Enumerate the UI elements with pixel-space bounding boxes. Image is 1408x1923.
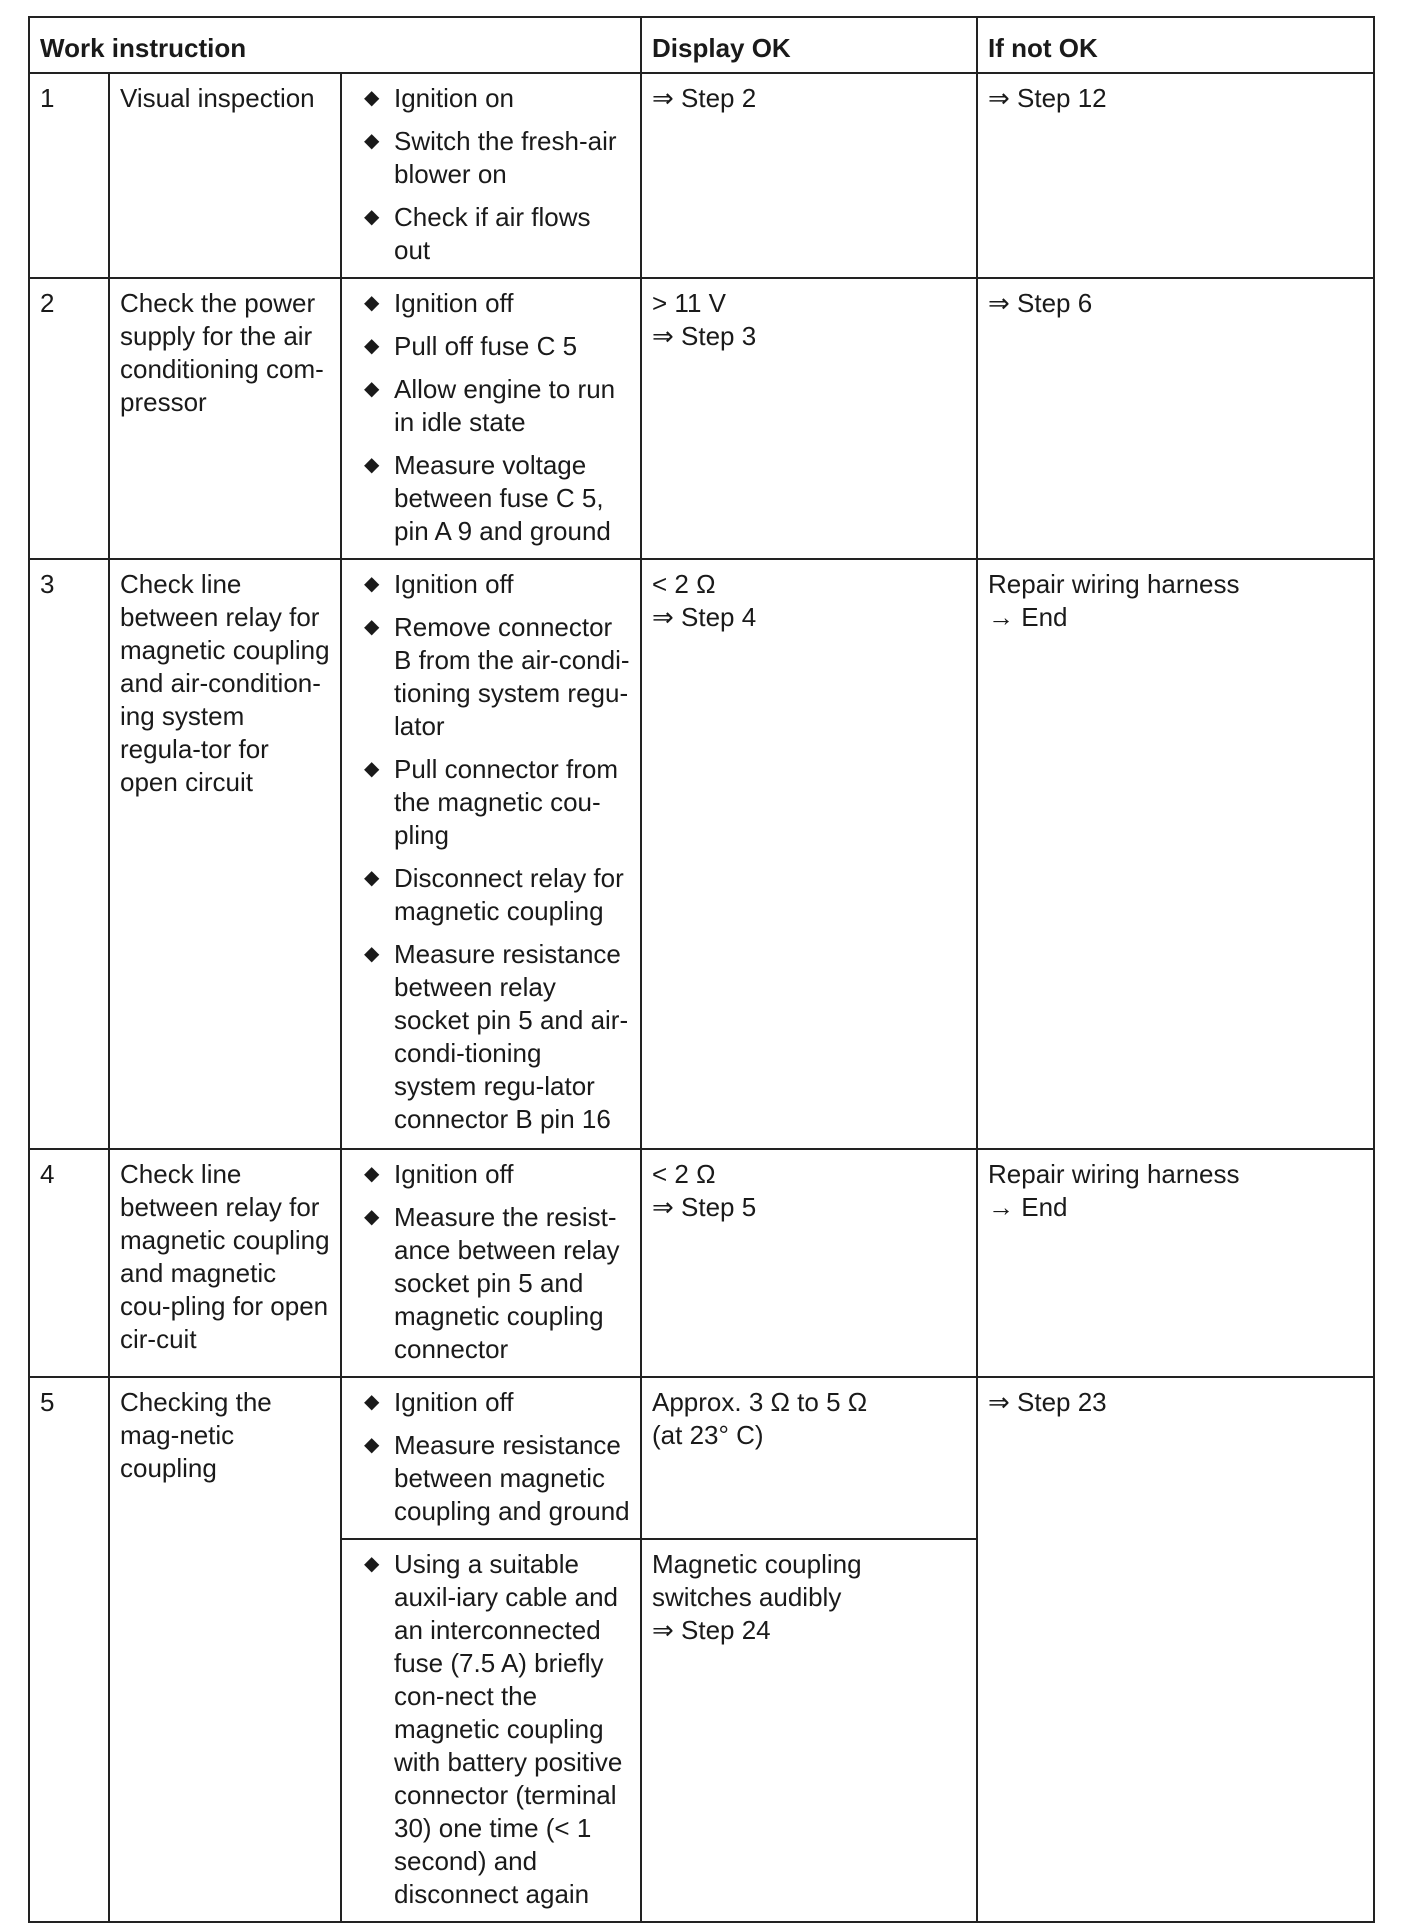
bullet-diamond-icon: ◆ <box>364 1391 380 1413</box>
if-not-ok-text: Repair wiring harness <box>988 569 1240 599</box>
step-actions <box>341 1377 641 1539</box>
action-item: ◆ Ignition off <box>364 1159 514 1189</box>
step-actions <box>341 73 641 278</box>
step-title: Check line between relay for magnetic coupling and air-condition-ing system regula-tor for open circuit <box>109 559 341 1149</box>
step-number: 2 <box>29 278 109 559</box>
action-item: ◆ Ignition on <box>364 83 514 113</box>
display-ok-text: < 2 Ω <box>652 1159 716 1189</box>
action-item: ◆ Remove connector B from the air-condi-tioning system regu-lator <box>364 612 630 741</box>
display-ok-text: < 2 Ω <box>652 569 716 599</box>
display-ok-cell <box>641 1149 977 1377</box>
step-title: Visual inspection <box>109 73 341 278</box>
if-not-ok-cell <box>977 73 1374 278</box>
step-number: 5 <box>29 1377 109 1922</box>
action-item: ◆ Measure resistance between magnetic coupling and ground <box>364 1430 630 1526</box>
header-row <box>29 17 1374 73</box>
step-actions <box>341 1539 641 1922</box>
bullet-diamond-icon: ◆ <box>364 616 380 638</box>
table-row <box>29 278 1374 559</box>
action-item: ◆ Ignition off <box>364 1387 514 1417</box>
document-page <box>28 16 1373 1923</box>
header-display-ok: Display OK <box>641 17 977 73</box>
bullet-diamond-icon: ◆ <box>364 1206 380 1228</box>
bullet-diamond-icon: ◆ <box>364 87 380 109</box>
step-number: 1 <box>29 73 109 278</box>
display-ok-cell <box>641 278 977 559</box>
bullet-diamond-icon: ◆ <box>364 206 380 228</box>
display-ok-cell <box>641 73 977 278</box>
if-not-ok-text: ⇒ Step 12 <box>988 83 1107 113</box>
step-number: 4 <box>29 1149 109 1377</box>
display-ok-text: Approx. 3 Ω to 5 Ω <box>652 1387 868 1417</box>
bullet-diamond-icon: ◆ <box>364 1553 380 1575</box>
step-title: Check the power supply for the air conditioning com-pressor <box>109 278 341 559</box>
work-instruction-table <box>28 16 1375 1923</box>
action-item: ◆ Measure the resist-ance between relay socket pin 5 and magnetic coupling connector <box>364 1202 620 1364</box>
display-ok-text: ⇒ Step 24 <box>652 1615 771 1645</box>
bullet-diamond-icon: ◆ <box>364 130 380 152</box>
table-row <box>29 1377 1374 1539</box>
action-item: ◆ Disconnect relay for magnetic coupling <box>364 863 624 926</box>
bullet-diamond-icon: ◆ <box>364 378 380 400</box>
action-item: ◆ Measure voltage between fuse C 5, pin A 9 and ground <box>364 450 611 546</box>
display-ok-text: ⇒ Step 3 <box>652 321 757 351</box>
table-row <box>29 1149 1374 1377</box>
bullet-diamond-icon: ◆ <box>364 943 380 965</box>
display-ok-text: ⇒ Step 5 <box>652 1192 757 1222</box>
display-ok-cell <box>641 1539 977 1922</box>
if-not-ok-text: Repair wiring harness <box>988 1159 1240 1189</box>
action-item: ◆ Check if air flows out <box>364 202 591 265</box>
bullet-diamond-icon: ◆ <box>364 1434 380 1456</box>
header-work-instruction: Work instruction <box>29 17 641 73</box>
if-not-ok-cell <box>977 559 1374 1149</box>
table-row <box>29 559 1374 1149</box>
step-title: Checking the mag-netic coupling <box>109 1377 341 1922</box>
display-ok-text: (at 23° C) <box>652 1420 764 1450</box>
bullet-diamond-icon: ◆ <box>364 454 380 476</box>
if-not-ok-text: → End <box>988 602 1068 632</box>
if-not-ok-text: ⇒ Step 23 <box>988 1387 1107 1417</box>
step-title: Check line between relay for magnetic coupling and magnetic cou-pling for open cir-cuit <box>109 1149 341 1377</box>
display-ok-text: > 11 V <box>652 288 726 318</box>
bullet-diamond-icon: ◆ <box>364 867 380 889</box>
if-not-ok-cell <box>977 278 1374 559</box>
action-item: ◆ Using a suitable auxil-iary cable and an interconnected fuse (7.5 A) briefly con-nect the magnetic coupling with battery positive connector (terminal 30) one time (< 1 second) and disconnect again <box>364 1549 623 1909</box>
table-row <box>29 73 1374 278</box>
action-item: ◆ Switch the fresh-air blower on <box>364 126 617 189</box>
display-ok-text: ⇒ Step 4 <box>652 602 757 632</box>
step-actions <box>341 278 641 559</box>
if-not-ok-cell <box>977 1377 1374 1922</box>
step-number: 3 <box>29 559 109 1149</box>
bullet-diamond-icon: ◆ <box>364 573 380 595</box>
bullet-diamond-icon: ◆ <box>364 292 380 314</box>
if-not-ok-text: ⇒ Step 6 <box>988 288 1093 318</box>
if-not-ok-text: → End <box>988 1192 1068 1222</box>
display-ok-cell <box>641 1377 977 1539</box>
action-item: ◆ Pull off fuse C 5 <box>364 331 578 361</box>
display-ok-text: Magnetic coupling switches audibly <box>652 1549 862 1612</box>
bullet-diamond-icon: ◆ <box>364 758 380 780</box>
action-item: ◆ Allow engine to run in idle state <box>364 374 616 437</box>
action-item: ◆ Ignition off <box>364 569 514 599</box>
bullet-diamond-icon: ◆ <box>364 335 380 357</box>
display-ok-text: ⇒ Step 2 <box>652 83 757 113</box>
bullet-diamond-icon: ◆ <box>364 1163 380 1185</box>
if-not-ok-cell <box>977 1149 1374 1377</box>
step-actions <box>341 559 641 1149</box>
step-actions <box>341 1149 641 1377</box>
display-ok-cell <box>641 559 977 1149</box>
action-item: ◆ Measure resistance between relay socket pin 5 and air-condi-tioning system regu-lator connector B pin 16 <box>364 939 629 1134</box>
header-if-not-ok: If not OK <box>977 17 1374 73</box>
action-item: ◆ Ignition off <box>364 288 514 318</box>
action-item: ◆ Pull connector from the magnetic cou-pling <box>364 754 618 850</box>
